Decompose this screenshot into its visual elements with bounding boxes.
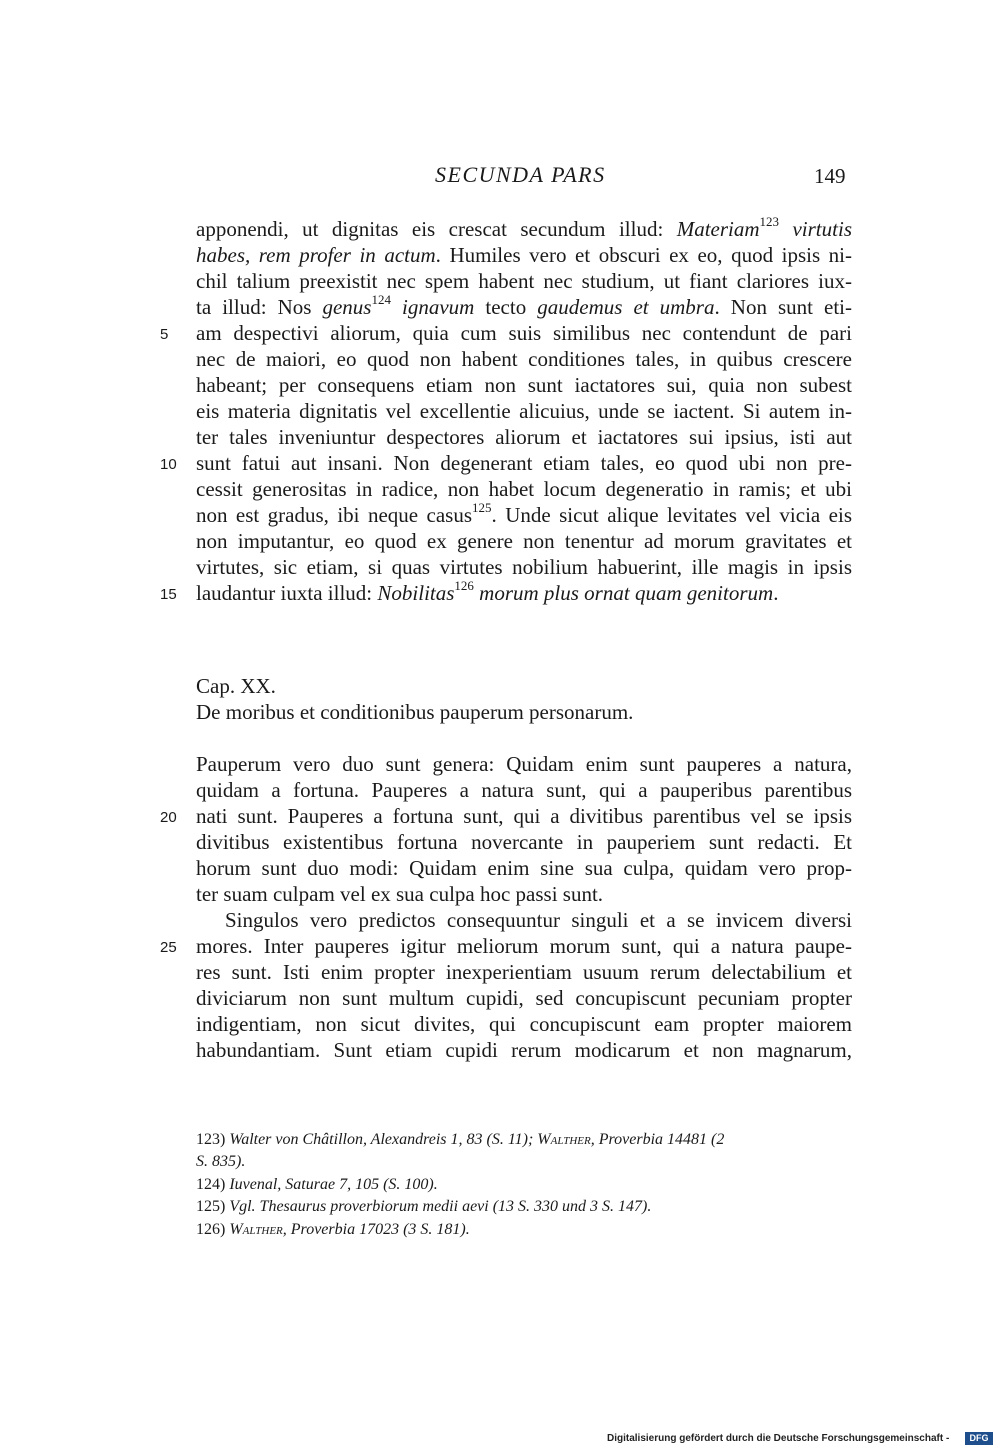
footnote-segment: Walther xyxy=(537,1131,591,1148)
line-number: 10 xyxy=(160,456,177,473)
text-line xyxy=(196,450,852,476)
text-line xyxy=(196,476,852,502)
text-line xyxy=(196,751,852,777)
text-segment: virtutis xyxy=(779,217,852,241)
text-segment: laudantur iuxta illud: xyxy=(196,581,378,605)
text-segment: mores. Inter pauperes igitur meliorum morum sunt, qui a natura paupe- xyxy=(196,934,852,958)
text-line xyxy=(196,855,852,881)
text-segment: morum plus ornat quam genitorum xyxy=(473,581,774,605)
footnote-segment: , Proverbia 14481 (2 xyxy=(590,1131,725,1148)
text-segment: diviciarum non sunt multum cupidi, sed concupiscunt pecuniam propter xyxy=(196,986,852,1010)
text-segment: nati sunt. Pauperes a fortuna sunt, qui a divitibus parentibus vel se ipsis xyxy=(196,804,852,828)
text-segment: res sunt. Isti enim propter inexperientiam usuum rerum delectabilium et xyxy=(196,960,852,984)
text-segment: horum sunt duo modi: Quidam enim sine sua culpa, quidam vero prop- xyxy=(196,856,852,880)
line-number: 5 xyxy=(160,326,169,343)
text-segment: . xyxy=(773,581,779,605)
chapter-title: De moribus et conditionibus pauperum personarum. xyxy=(196,700,634,724)
text-line xyxy=(196,502,852,528)
text-line xyxy=(196,216,852,242)
text-line xyxy=(196,554,852,580)
text-line xyxy=(196,1037,852,1063)
footnote-ref: 125 xyxy=(472,500,492,515)
text-segment: quidam a fortuna. Pauperes a natura sunt, qui a pauperibus parentibus xyxy=(196,778,852,802)
text-segment: ter suam culpam vel ex sua culpa hoc passi sunt. xyxy=(196,882,604,906)
footnote-line xyxy=(196,1151,856,1172)
text-segment: cessit generositas in radice, non habet locum degeneratio in ramis; et ubi xyxy=(196,477,852,501)
footnote-line xyxy=(196,1219,856,1240)
text-segment: non est gradus, ibi neque casus xyxy=(196,503,473,527)
text-segment: apponendi, ut dignitas eis crescat secundum illud: xyxy=(196,217,677,241)
text-line xyxy=(196,242,852,268)
text-segment: Materiam xyxy=(676,217,760,241)
footer-credit: Digitalisierung gefördert durch die Deutsche Forschungsgemeinschaft - xyxy=(607,1433,950,1444)
footnote-segment: S. 835). xyxy=(196,1153,246,1170)
text-segment: chil talium preexistit nec spem habent nec studium, ut fiant clariores iux- xyxy=(196,269,852,293)
text-segment: Singulos vero predictos consequuntur singuli et a se invicem diversi xyxy=(225,908,852,932)
footnote-segment: 125) xyxy=(196,1198,230,1215)
text-segment: . Non sunt eti- xyxy=(714,295,853,319)
text-segment: . Humiles vero et obscuri ex eo, quod ipsis ni- xyxy=(435,243,852,267)
text-segment: habeant; per consequens etiam non sunt iactatores sui, quia non subest xyxy=(196,373,852,397)
running-header: SECUNDA PARS xyxy=(435,162,606,187)
footnote-segment: Walter von Châtillon, Alexandreis 1, 83 (S. 11); xyxy=(229,1131,538,1148)
footnote-segment: 123) xyxy=(196,1131,230,1148)
text-segment: nec de maiori, eo quod non habent conditiones tales, in quibus crescere xyxy=(196,347,852,371)
footnote-segment: 126) xyxy=(196,1221,230,1238)
footnote-ref: 123 xyxy=(759,214,780,229)
text-segment: ta illud: Nos xyxy=(196,295,323,319)
footnote-segment: Vgl. Thesaurus proverbiorum medii aevi (13 S. 330 und 3 S. 147). xyxy=(229,1198,652,1215)
text-segment: eis materia dignitatis vel excellentie alicuius, unde se iactent. Si autem in- xyxy=(196,399,852,423)
footnote-segment: Walther xyxy=(229,1221,283,1238)
page-number: 149 xyxy=(814,164,846,188)
text-segment: virtutes, sic etiam, si quas virtutes nobilium habuerint, ille magis in ipsis xyxy=(196,555,852,579)
text-segment: indigentiam, non sicut divites, qui concupiscunt eam propter maiorem xyxy=(196,1012,852,1036)
text-segment: genus xyxy=(322,295,372,319)
text-segment: ignavum xyxy=(390,295,475,319)
text-segment: non imputantur, eo quod ex genere non tenentur ad morum gravitates et xyxy=(196,529,852,553)
footnote-ref: 126 xyxy=(454,578,474,593)
text-line xyxy=(196,777,852,803)
text-segment: habes, rem profer in actum xyxy=(196,243,436,267)
line-number: 15 xyxy=(160,586,177,603)
text-segment: habundantiam. Sunt etiam cupidi rerum modicarum et non magnarum, xyxy=(196,1038,852,1062)
text-segment: Nobilitas xyxy=(377,581,455,605)
chapter-number: Cap. XX. xyxy=(196,674,276,698)
text-segment: divitibus existentibus fortuna novercante in pauperiem sunt redacti. Et xyxy=(196,830,852,854)
text-segment: gaudemus et umbra xyxy=(537,295,715,319)
text-line xyxy=(196,959,852,985)
text-line xyxy=(196,933,852,959)
footnote-line xyxy=(196,1174,856,1195)
footnote-line xyxy=(196,1129,856,1150)
text-line xyxy=(196,829,852,855)
text-line xyxy=(196,907,852,933)
text-line xyxy=(196,398,852,424)
text-line xyxy=(196,803,852,829)
text-line xyxy=(196,424,852,450)
text-segment: ter tales inveniuntur despectores aliorum et iactatores sui ipsius, isti aut xyxy=(196,425,852,449)
text-line xyxy=(196,580,852,606)
footnote-segment: , Proverbia 17023 (3 S. 181). xyxy=(282,1221,470,1238)
text-line xyxy=(196,985,852,1011)
dfg-logo: DFG xyxy=(965,1432,993,1445)
line-number: 25 xyxy=(160,939,177,956)
text-segment: am despectivi aliorum, quia cum suis similibus nec contendunt de pari xyxy=(196,321,852,345)
text-segment: tecto xyxy=(474,295,538,319)
text-line xyxy=(196,528,852,554)
text-line xyxy=(196,346,852,372)
footnote-segment: 124) xyxy=(196,1176,230,1193)
text-line xyxy=(196,881,852,907)
footnote-segment: Iuvenal, Saturae 7, 105 (S. 100). xyxy=(229,1176,438,1193)
text-segment: . Unde sicut alique levitates vel vicia eis xyxy=(491,503,852,527)
line-number: 20 xyxy=(160,809,177,826)
text-line xyxy=(196,294,852,320)
text-line xyxy=(196,320,852,346)
footnote-line xyxy=(196,1196,856,1217)
text-segment: sunt fatui aut insani. Non degenerant etiam tales, eo quod ubi non pre- xyxy=(196,451,852,475)
text-line xyxy=(196,372,852,398)
footnote-ref: 124 xyxy=(371,292,391,307)
text-line xyxy=(196,268,852,294)
text-line xyxy=(196,1011,852,1037)
text-segment: Pauperum vero duo sunt genera: Quidam enim sunt pauperes a natura, xyxy=(196,752,852,776)
